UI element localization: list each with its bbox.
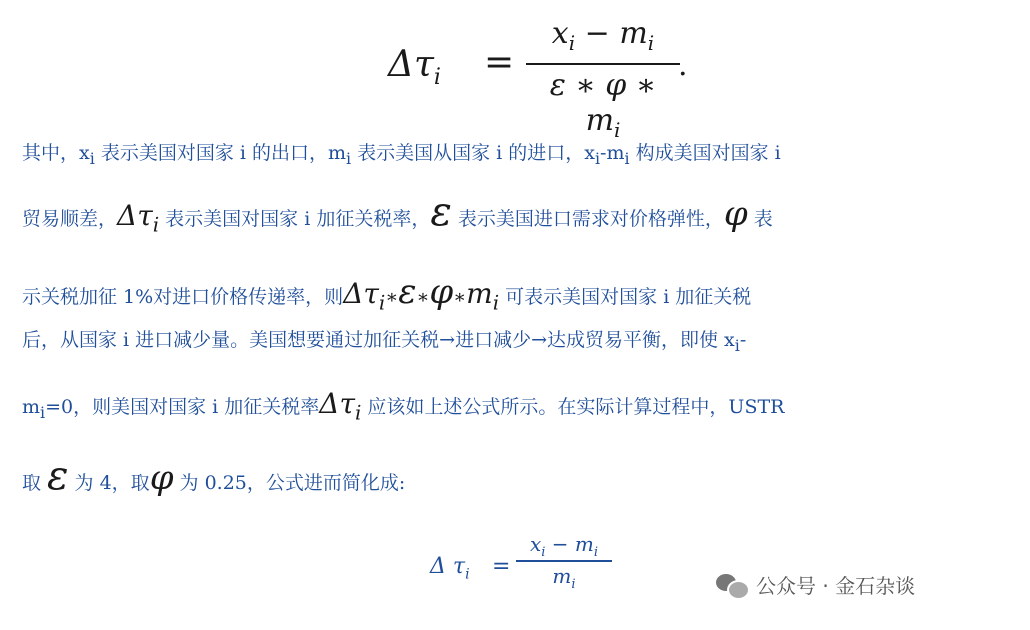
simplified-denominator: $m_i$ xyxy=(552,564,576,592)
formula-lhs: $\Delta\tau_i$ xyxy=(388,44,441,91)
wechat-watermark xyxy=(716,570,915,599)
para-line-2: 贸易顺差，$\Delta\tau_i$ 表示美国对国家 i 加征关税率，ε 表示美国进口需求对价格弹性，φ 表 xyxy=(22,189,773,237)
wechat-icon xyxy=(716,572,748,598)
simplified-fraction-bar xyxy=(516,560,612,562)
main-formula xyxy=(388,8,688,142)
simplified-lhs: Δ $\tau_i$ xyxy=(430,554,470,583)
formula-period: . xyxy=(678,48,688,83)
epsilon-symbol: ε xyxy=(430,189,452,235)
formula-denominator: ε ∗ φ ∗ $m_i$ xyxy=(549,68,657,142)
watermark-text: 公众号 · 金石杂谈 xyxy=(756,574,916,598)
formula-fraction-bar xyxy=(526,63,680,65)
para-line-3: 示关税加征 1%对进口价格传递率，则$\Delta\tau_i∗\varepsilon∗\varphi∗m_i$ 可表示美国对国家 i 加征关税 xyxy=(22,272,752,315)
para-line-1: 其中，$x_i$ 表示美国对国家 i 的出口，$m_i$ 表示美国从国家 i 的进口，$x_i-m_i$ 构成美国对国家 i xyxy=(22,142,781,168)
simplified-equals: = xyxy=(492,554,511,579)
para-line-5: $m_i=0$，则美国对国家 i 加征关税率$\Delta\tau_i$ 应该如上述公式所示。在实际计算过程中，USTR xyxy=(22,387,785,425)
phi-symbol: φ xyxy=(723,194,748,234)
formula-numerator: $x_i - m_i$ xyxy=(551,16,655,55)
simplified-numerator: $x_i - m_i$ xyxy=(529,532,599,560)
delta-tau-symbol: $\Delta\tau_i$ xyxy=(117,199,160,237)
simplified-formula xyxy=(430,532,610,602)
para-line-4: 后，从国家 i 进口减少量。美国想要通过加征关税→进口减少→达成贸易平衡，即使 $x_i-$ xyxy=(22,329,747,355)
para-line-6: 取 ε 为 4，取φ 为 0.25，公式进而简化成: xyxy=(22,453,406,499)
formula-equals: = xyxy=(484,42,515,83)
